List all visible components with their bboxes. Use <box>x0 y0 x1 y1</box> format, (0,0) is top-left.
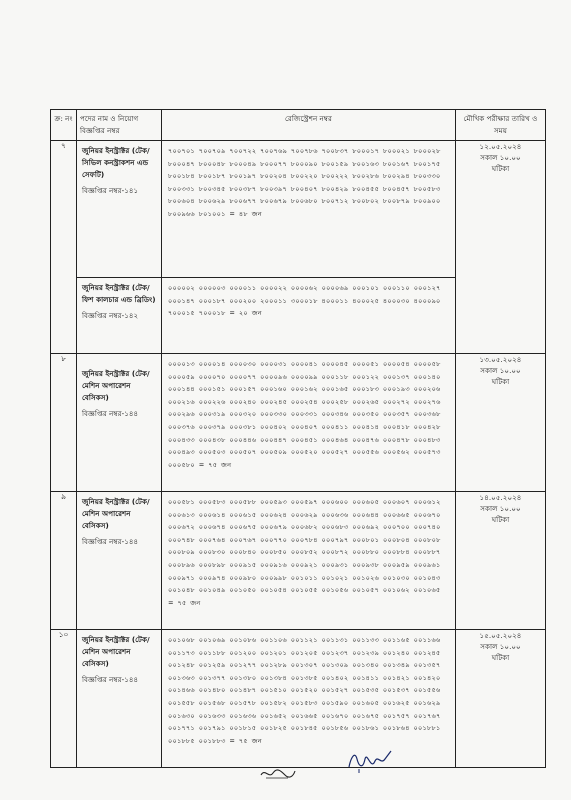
registration-list: ০০১০৬৮ ০০১০৬৯ ০০১০৮৬ ০০১১০৬ ০০১১২১ ০০১১৩১ ০০১১৩৩ ০০১১৬৫ ০০১১৬৬ ০০১১৭৩ ০০১১৮৮ ০০১২০০ ০০১২০১ ০০১২০৫ ০০১২৩৭ ০০১২৩৯ ০০১২৪০ ০০১২৪৫ ০০১২৪৮ ০০১২৫৯ ০০১২৭৭ ০০১২৮৯ ০০১৩০৭ ০০১৩০৯ ০০১৩৪০ ০০১৩৪৯ ০০১৩৫৭ ০০১৩৬৩ ০০১৩৭৭ ০০১৩৮০ ০০১৩৮৪ ০০১৩৮৫ ০০১৪০২ ০০১৪১১ ০০১৪২১ ০০১৪২০ ০০১৪৬৬ ০০১৪৮০ ০০১৪৮৭ ০০১৫১০ ০০১৫২০ ০০১৫২৭ ০০১৫৩৫ ০০১৫৩৭ ০০১৫৫৬ ০০১৫৫৮ ০০১৫৬৮ ০০১৫৭৮ ০০১৫৮২ ০০১৫৮৩ ০০১৫৯০ ০০১৬০৫ ০০১৬২৫ ০০১৬২৯ ০০১৬৩০ ০০১৬৩৩ ০০১৬৩৬ ০০১৬৫২ ০০১৬৬৫ ০০১৬৭০ ০০১৬৭৫ ০০১৭৫৭ ০০১৭৬৭ ০০১৭৭১ ০০১৭৯১ ০০১৮১৫ ০০১৮২৫ ০০১৮৪৫ ০০১৮৫৬ ০০১৮৬১ ০০১৮৬৪ ০০১৮৮১ ০০১৮৮৫ ০০১৮৮৩ = ৭৫ জন <box>168 636 441 745</box>
post-name: জুনিয়র ইনস্ট্রাক্টর (টেক/ সিভিল কনস্ট্রাকশন এন্ড সেফটি) <box>82 146 150 179</box>
viva-time: সকাল ১০.০০ <box>480 366 521 375</box>
post-cell <box>77 630 161 690</box>
header-post-name: পদের নাম ও নিয়োগ বিজ্ঞপ্তির নম্বর <box>77 110 162 141</box>
table-header-row <box>51 110 546 141</box>
registration-list: ০০০০১৩ ০০০০১৪ ০০০০৩০ ০০০০৩১ ০০০০৪১ ০০০০৪৫ ০০০০৫১ ০০০০৫৪ ০০০০৫৮ ০০০০৫৯ ০০০০৭০ ০০০০৭৭ ০০০০৯৬ ০০০০৯৯ ০০০১১৮ ০০০১২২ ০০০১৩৭ ০০০১৪০ ০০০১৪৪ ০০০১৫১ ০০০১৫৭ ০০০১৬০ ০০০১৬২ ০০০১৬৫ ০০০১৮৩ ০০০১৯৩ ০০০২০৬ ০০০২১৬ ০০০২২৬ ০০০২৪০ ০০০২৪৫ ০০০২৫৪ ০০০২৫৮ ০০০২৬৫ ০০০২৭২ ০০০২৭৬ ০০০২৯৬ ০০০৩১৯ ০০০৩২০ ০০০৩৩০ ০০০৩৩১ ০০০৩৪৬ ০০০৩৫০ ০০০৩৫৭ ০০০৩৬৮ ০০০৩৭৬ ০০০৩৭৯ ০০০৩৮১ ০০০৪০২ ০০০৪০৭ ০০০৪১১ ০০০৪১৪ ০০০৪১৮ ০০০৪২৮ ০০০৪৩৩ ০০০৪৩৮ ০০০৪৪৬ ০০০৪৪৭ ০০০৪৫১ ০০০৪৬৪ ০০০৪৭৬ ০০০৪৭৮ ০০০৪৮৩ ০০০৪৯৩ ০০০৫০৩ ০০০৫০৭ ০০০৫০৯ ০০০৫২০ ০০০৫২৭ ০০০৫৫৬ ০০০৫৬২ ০০০৫৭৩ ০০০৫৮০ = ৭৫ জন <box>168 360 441 469</box>
advert-number: বিজ্ঞপ্তির নম্বর-১৪১ <box>82 186 139 195</box>
header-viva: মৌখিক পরীক্ষার তারিখ ও সময় <box>456 110 546 141</box>
row-serial: ৭ <box>51 141 77 354</box>
registration-list: ০০০৫৮১ ০০০৫৮৩ ০০০৫৮৮ ০০০৫৯৩ ০০০৫৯৭ ০০০৬০০ ০০০৬০৫ ০০০৬০৭ ০০০৬১২ ০০০৬১৩ ০০০৬১৪ ০০০৬১৫ ০০০৬২৪ ০০০৬২৯ ০০০৬৩৬ ০০০৬৪৪ ০০০৬৬৫ ০০০৬৭০ ০০০৬৭২ ০০০৬৭৪ ০০০৬৭৫ ০০০৬৭৯ ০০০৬৮২ ০০০৬৮৩ ০০০৬৯২ ০০০৭০০ ০০০৭৪০ ০০০৭৪৮ ০০০৭৬৪ ০০০৭৬৭ ০০০৭৭০ ০০০৭৮৪ ০০০৭৯৭ ০০০৮০১ ০০০৮০৪ ০০০৮০৮ ০০০৮০৯ ০০০৮৩০ ০০০৮৪০ ০০০৮৫০ ০০০৮৫২ ০০০৮৭২ ০০০৮৮০ ০০০৮৮৪ ০০০৮৮৭ ০০০৮৯৬ ০০০৮৯৮ ০০০৯১৫ ০০০৯১৬ ০০০৯২১ ০০০৯৩১ ০০০৯৩৮ ০০০৯৫৯ ০০০৯৬১ ০০০৯৭১ ০০০৯৭৪ ০০০৯৮০ ০০০৯৯৮ ০০১০১১ ০০১০২১ ০০১০২৬ ০০১০৩০ ০০১০৪৩ ০০১০৪৮ ০০১০৪৯ ০০১০৫০ ০০১০৫৪ ০০১০৫৫ ০০১০৫৬ ০০১০৫৭ ০০১০৬২ ০০১০৬৫ = ৭৫ জন <box>168 498 441 607</box>
table-row <box>51 354 546 492</box>
viva-schedule <box>456 141 546 354</box>
post-cell <box>77 277 161 326</box>
viva-unit: ঘটিকা <box>491 164 510 173</box>
advert-number: বিজ্ঞপ্তির নম্বর-১৪৪ <box>82 409 139 418</box>
advert-number: বিজ্ঞপ্তির নম্বর-১৪২ <box>82 311 139 320</box>
table-row <box>51 141 546 354</box>
row-serial: ৮ <box>51 354 77 492</box>
registration-list: ০০০০০২ ০০০০০৩ ০০০০১১ ০০০০২২ ০০০০৬২ ০০০০৬৯ ০০০১০১ ০০০১১০ ০০০১২৭ ০০০১৪৭ ০০০১৮৭ ০০০২০০ ২০০০১১ ৩০০০১৮ ৪০০০১১ ৪০০০২৫ ৪০০০৩০ ৪০০০৯০ ৭০০০১৫ ৭০০০১৮ = ২০ জন <box>162 277 455 324</box>
post-name: জুনিয়র ইনস্ট্রাক্টর (টেক/ ফিশ কালচার এন্ড ব্রিডিং) <box>82 283 156 304</box>
post-name: জুনিয়র ইনস্ট্রাক্টর (টেক/মেশিন অপারেশন বেসিকস) <box>82 369 150 402</box>
viva-unit: ঘটিকা <box>491 377 510 386</box>
post-cell <box>77 141 161 277</box>
interview-schedule-table <box>50 109 546 768</box>
registration-list: ৭০০৭০১ ৭০০৭০৯ ৭০০৭২২ ৭০০৭৬৯ ৭০০৭৮৬ ৭০০৮৩৭ ৮০০০১৭ ৮০০০২১ ৮০০০২৮ ৮০০০৪৭ ৮০০০৪৮ ৮০০০৪৯ ৮০০০৭৭ ৮০০০৯০ ৮০০১৫৯ ৮০০১৬৩ ৮০০১৬৭ ৮০০১৭৫ ৮০০১৮৪ ৮০০১৮৭ ৮০০১৯৭ ৮০০২০৪ ৮০০২২০ ৮০০২২২ ৮০০২৮৬ ৮০০২৯৪ ৮০০৩৩০ ৮০০৩৩১ ৮০০৩৪৫ ৮০০৩৮৭ ৮০০৩৯৭ ৮০০৪০৭ ৮০০৪২৯ ৮০০৪৫৫ ৮০০৪৫৭ ৮০০৫৮৩ ৮০০৬০৪ ৮০০৬২৯ ৮০০৬৭৭ ৮০০৬৭৯ ৮০০৬৮০ ৮০০৭১২ ৮০০৮০২ ৮০০৮৭৯ ৮০০৯০০ ৮০০৯৬৬ ৮০১০০১ = ৪৮ জন <box>168 147 441 218</box>
viva-date: ১৪.০৫.২০২৪ <box>479 493 522 502</box>
viva-time: সকাল ১০.০০ <box>480 153 521 162</box>
viva-date: ১২.০৫.২০২৪ <box>479 142 522 151</box>
post-cell <box>77 492 161 552</box>
viva-time: সকাল ১০.০০ <box>480 504 521 513</box>
viva-unit: ঘটিকা <box>491 653 510 662</box>
viva-schedule <box>456 630 546 768</box>
viva-time: সকাল ১০.০০ <box>480 642 521 651</box>
signature-right <box>345 745 395 775</box>
post-name: জুনিয়র ইনস্ট্রাক্টর (টেক/মেশিন অপারেশন বেসিকস) <box>82 497 150 530</box>
viva-date: ১৩.০৫.২০২৪ <box>479 355 522 364</box>
table-row <box>51 630 546 768</box>
viva-schedule <box>456 492 546 630</box>
viva-schedule <box>456 354 546 492</box>
viva-unit: ঘটিকা <box>491 515 510 524</box>
post-cell <box>77 354 161 424</box>
header-registration: রেজিস্ট্রেশন নম্বর <box>162 110 456 141</box>
table-row <box>51 492 546 630</box>
advert-number: বিজ্ঞপ্তির নম্বর-১৪৪ <box>82 537 139 546</box>
viva-date: ১৫.০৫.২০২৪ <box>479 631 522 640</box>
row-serial: ৯ <box>51 492 77 630</box>
signature-left <box>258 762 298 782</box>
advert-number: বিজ্ঞপ্তির নম্বর-১৪৪ <box>82 675 139 684</box>
row-serial: ১০ <box>51 630 77 768</box>
post-name: জুনিয়র ইনস্ট্রাক্টর (টেক/মেশিন অপারেশন বেসিকস) <box>82 635 150 668</box>
header-serial: ক্র: নং <box>51 110 77 141</box>
